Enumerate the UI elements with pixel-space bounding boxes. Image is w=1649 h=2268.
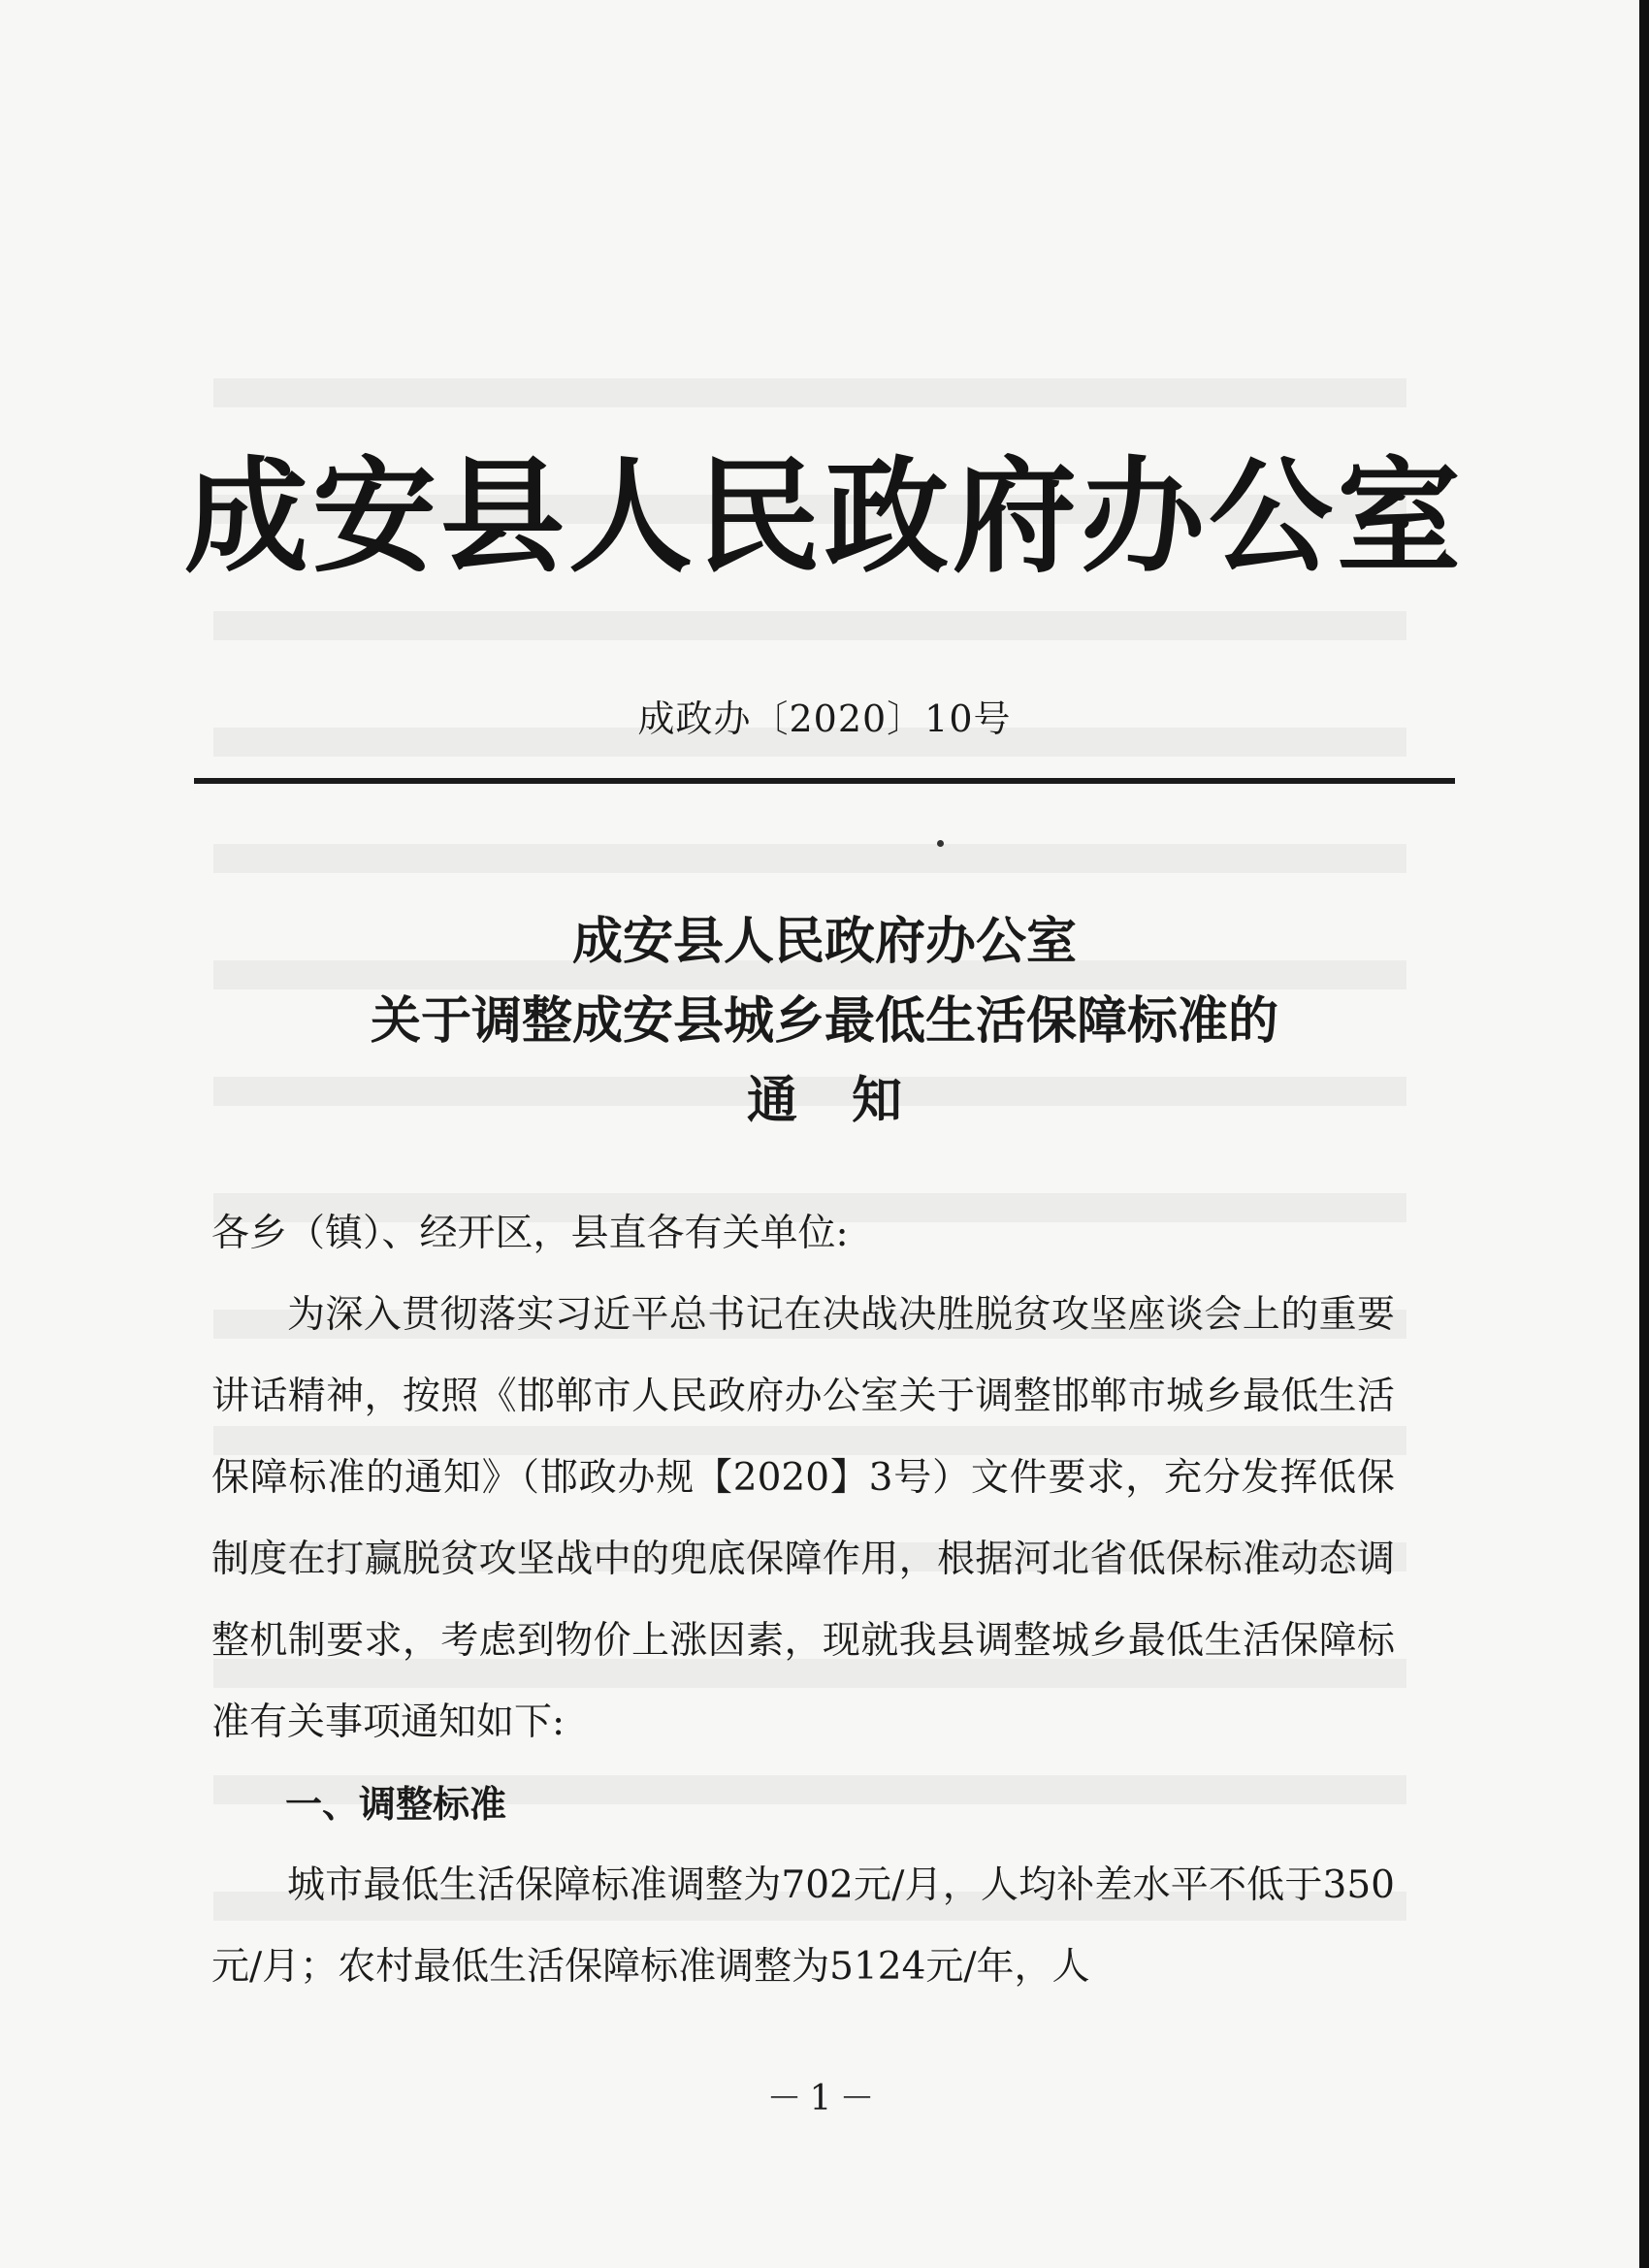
title-line-3: 通知 [746,1072,956,1130]
intro-paragraph: 为深入贯彻落实习近平总书记在决战决胜脱贫攻坚座谈会上的重要讲话精神，按照《邯郸市人民政府办公室关于调整邯郸市城乡最低生活保障标准的通知》（邯政办规【2020】3号）文件要求，充分发挥低保制度在打赢脱贫攻坚战中的兜底保障作用，根据河北省低保标准动态调整机制要求，考虑到物价上涨因素，现就我县调整城乡最低生活保障标准有关事项通知如下: [211,1293,1395,1744]
title-line-1: 成安县人民政府办公室 [571,913,1077,971]
issuing-authority-header: 成安县人民政府办公室 [183,445,1465,590]
header-divider [194,778,1455,784]
document-body [211,1193,1395,2008]
page-number: －1－ [766,2079,883,2119]
section-1-heading: 一、调整标准 [285,1783,507,1826]
document-number: 成政办〔2020〕10号 [637,697,1012,740]
ink-dot [937,840,944,847]
section-1-paragraph: 城市最低生活保障标准调整为702元/月，人均补差水平不低于350元/月；农村最低生活保障标准调整为5124元/年，人 [211,1863,1395,1989]
title-line-2: 关于调整成安县城乡最低生活保障标准的 [370,992,1278,1051]
salutation: 各乡（镇）、经开区，县直各有关单位: [211,1212,849,1255]
document-title [0,902,1649,1141]
